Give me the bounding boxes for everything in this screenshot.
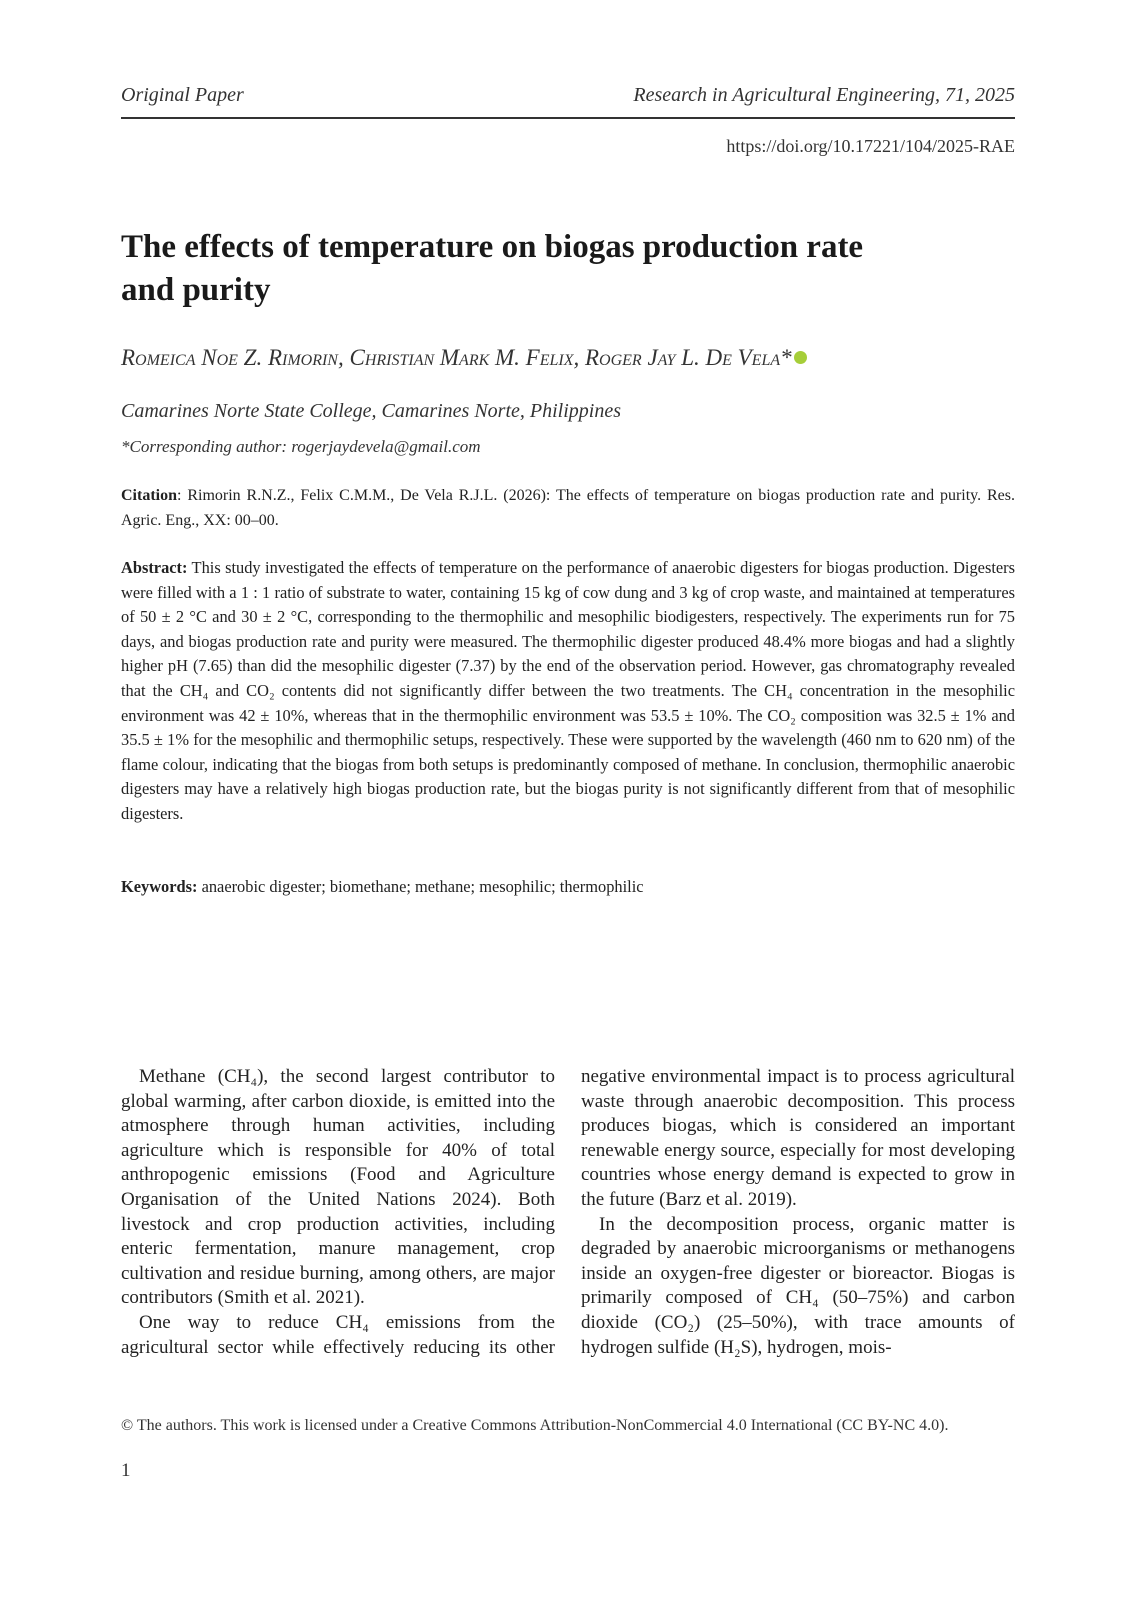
abstract-label: Abstract:	[121, 558, 188, 577]
corresponding-author: *Corresponding author: rogerjaydevela@gmail.com	[121, 437, 481, 456]
orcid-icon[interactable]	[794, 351, 807, 364]
running-header	[121, 84, 1015, 119]
body-paragraph: In the decomposition process, organic matter is degraded by anaerobic microorganisms or methanogens inside an oxygen-free digester or bioreactor. Biogas is primarily composed of CH₄ (50–75%) and carbon dioxide (CO₂) (25–50%), with trace amounts of hydrogen sulfide (H₂S), hydrogen, mois-	[581, 1213, 1015, 1358]
keywords	[121, 877, 644, 897]
author-list	[121, 345, 807, 371]
body-paragraph: One way to reduce CH₄ emissions from the agricultural sector while effectively reducing its other negative environmental impact is to process agricultural waste through anaerobic decomposition. This process produces biogas, which is considered an important renewable energy source, especially for most developing countries whose energy demand is expected to grow in the future (Barz et al. 2019).	[121, 1066, 1015, 1358]
citation-label: Citation	[121, 487, 177, 504]
body-text	[121, 1065, 1015, 1395]
keywords-text: anaerobic digester; biomethane; methane; mesophilic; thermophilic	[197, 877, 644, 896]
abstract	[121, 556, 1015, 827]
keywords-label: Keywords:	[121, 877, 198, 896]
citation	[121, 483, 1015, 533]
license-note: © The authors. This work is licensed under a Creative Commons Attribution-NonCommercial 4.0 International (CC BY-NC 4.0).	[121, 1417, 949, 1434]
page-number: 1	[121, 1460, 131, 1481]
body-paragraph: Methane (CH₄), the second largest contributor to global warming, after carbon dioxide, is emitted into the atmosphere through human activities, including agriculture which is responsible for 40% of total anthropogenic emissions (Food and Agriculture Organisation of the United Nations 2024). Both livestock and crop production activities, including enteric fermentation, manure management, crop cultivation and residue burning, among others, are major contributors (Smith et al. 2021).	[121, 1066, 555, 1309]
header-article-type: Original Paper	[121, 84, 244, 106]
affiliation: Camarines Norte State College, Camarines Norte, Philippines	[121, 400, 621, 422]
paper-title: The effects of temperature on biogas production rate and purity	[121, 229, 864, 308]
abstract-text: This study investigated the effects of temperature on the performance of anaerobic digesters for biogas production. Digesters were filled with a 1 : 1 ratio of substrate to water, containing 15 kg of cow dung and 3 kg of crop waste, and maintained at temperatures of 50 ± 2 °C and 30 ± 2 °C, corresponding to the thermophilic and mesophilic biodigesters, respectively. The experiments run for 75 days, and biogas production rate and purity were measured. The thermophilic digester produced 48.4% more biogas and had a slightly higher pH (7.65) than did the mesophilic digester (7.37) by the end of the observation period. However, gas chromatography revealed that the CH₄ and CO₂ contents did not significantly differ between the two treatments. The CH₄ concentration in the mesophilic environment was 42 ± 10%, whereas that in the thermophilic environment was 53.5 ± 10%. The CO₂ composition was 32.5 ± 1% and 35.5 ± 1% for the mesophilic and thermophilic setups, respectively. These were supported by the wavelength (460 nm to 620 nm) of the flame colour, indicating that the biogas from both setups is predominantly composed of methane. In conclusion, thermophilic anaerobic digesters may have a relatively high biogas production rate, but the biogas purity is not significantly different from that of mesophilic digesters.	[121, 558, 1015, 823]
header-journal: Research in Agricultural Engineering, 71, 2025	[633, 84, 1015, 106]
author-names: Romeica Noe Z. Rimorin, Christian Mark M. Felix, Roger Jay L. De Vela*	[121, 345, 792, 370]
doi-link[interactable]: https://doi.org/10.17221/104/2025-RAE	[726, 136, 1015, 156]
citation-text: : Rimorin R.N.Z., Felix C.M.M., De Vela R.J.L. (2026): The effects of temperature on biogas production rate and purity. Res. Agric. Eng., XX: 00–00.	[121, 487, 1015, 529]
